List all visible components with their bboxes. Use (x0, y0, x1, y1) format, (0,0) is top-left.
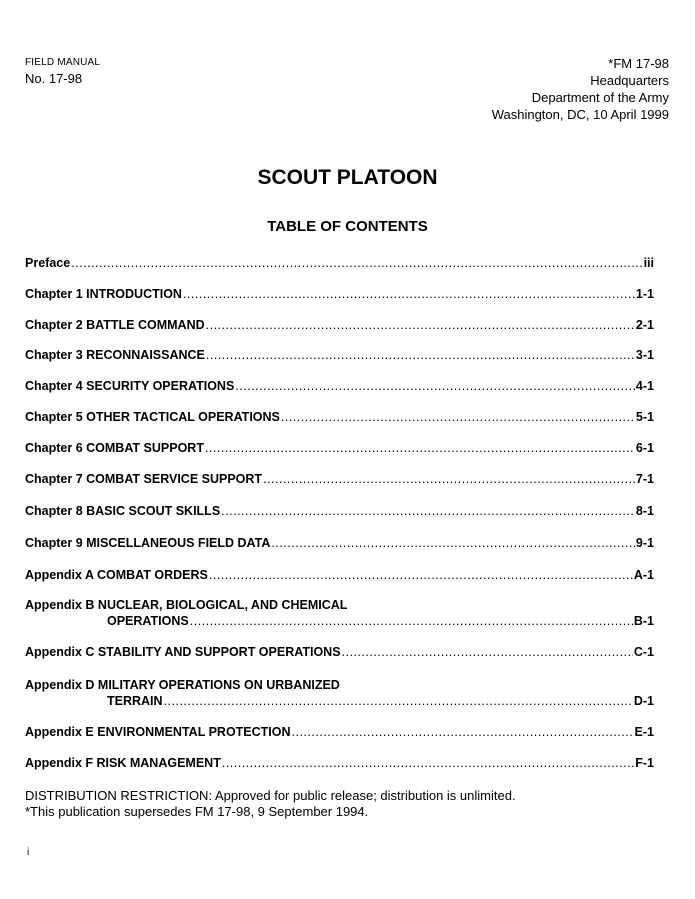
toc-entry-page: F-1 (635, 756, 654, 770)
toc-entry-page: C-1 (633, 645, 654, 659)
supersedes-note: *This publication supersedes FM 17-98, 9 September 1994. (25, 804, 369, 819)
toc-entry-appendix-f[interactable] (25, 756, 654, 770)
leader-dots (190, 614, 633, 628)
page-number: i (27, 847, 30, 858)
toc-entry-page: D-1 (633, 694, 654, 708)
toc-entry-label: Preface (25, 256, 71, 270)
toc-entry-label-continued: OPERATIONS (107, 614, 189, 628)
toc-entry-chapter-3[interactable] (25, 348, 654, 362)
leader-dots (209, 568, 633, 582)
toc-entry-page: 4-1 (635, 379, 654, 393)
toc-entry-page: E-1 (634, 725, 654, 739)
leader-dots (222, 756, 634, 770)
toc-entry-page: B-1 (633, 614, 654, 628)
field-manual-label: FIELD MANUAL (25, 57, 101, 68)
distribution-notice (25, 788, 516, 820)
toc-entry-chapter-4[interactable] (25, 379, 654, 393)
leader-dots (205, 441, 635, 455)
toc-entry-appendix-a[interactable] (25, 568, 654, 582)
toc-entry-label: Chapter 8 BASIC SCOUT SKILLS (25, 504, 221, 518)
toc-entry-label: Chapter 9 MISCELLANEOUS FIELD DATA (25, 536, 271, 550)
leader-dots (235, 379, 635, 393)
toc-entry-chapter-1[interactable] (25, 287, 654, 301)
toc-entry-label: Chapter 2 BATTLE COMMAND (25, 318, 205, 332)
header-right (492, 55, 669, 123)
document-title: SCOUT PLATOON (257, 166, 438, 189)
leader-dots (206, 348, 635, 362)
distribution-restriction: DISTRIBUTION RESTRICTION: Approved for public release; distribution is unlimited. (25, 788, 516, 803)
publication-id: *FM 17-98 (608, 56, 669, 71)
toc-entry-page: 9-1 (635, 536, 654, 550)
toc-entry-chapter-7[interactable] (25, 472, 654, 486)
toc-entry-label: Appendix F RISK MANAGEMENT (25, 756, 221, 770)
headquarters-label: Headquarters (590, 73, 669, 88)
leader-dots (263, 472, 635, 486)
leader-dots (164, 694, 633, 708)
toc-entry-page: 6-1 (635, 441, 654, 455)
toc-entry-chapter-9[interactable] (25, 536, 654, 550)
toc-entry-label: Appendix A COMBAT ORDERS (25, 568, 208, 582)
publication-date: Washington, DC, 10 April 1999 (491, 107, 669, 122)
toc-entry-preface[interactable] (25, 256, 654, 270)
toc-entry-label: Chapter 3 RECONNAISSANCE (25, 348, 205, 362)
toc-entry-label: Chapter 5 OTHER TACTICAL OPERATIONS (25, 410, 280, 424)
leader-dots (206, 318, 635, 332)
leader-dots (271, 536, 635, 550)
toc-entry-page: 8-1 (635, 504, 654, 518)
toc-entry-appendix-e[interactable] (25, 725, 654, 739)
toc-entry-continuation (107, 614, 654, 628)
toc-entry-label-continued: TERRAIN (107, 694, 163, 708)
toc-entry-label: Appendix B NUCLEAR, BIOLOGICAL, AND CHEMICAL (25, 598, 348, 612)
header-left (25, 57, 100, 86)
toc-entry-page: 2-1 (635, 318, 654, 332)
toc-entry-label: Chapter 1 INTRODUCTION (25, 287, 182, 301)
toc-entry-chapter-2[interactable] (25, 318, 654, 332)
manual-number: No. 17-98 (25, 71, 83, 86)
toc-entry-label: Appendix E ENVIRONMENTAL PROTECTION (25, 725, 291, 739)
toc-entry-page: 3-1 (635, 348, 654, 362)
toc-entry-page: A-1 (633, 568, 654, 582)
leader-dots (292, 725, 634, 739)
toc-entry-continuation (107, 694, 654, 708)
toc-entry-chapter-8[interactable] (25, 504, 654, 518)
toc-entry-page: iii (643, 256, 654, 270)
leader-dots (342, 645, 633, 659)
toc-entry-page: 1-1 (635, 287, 654, 301)
toc-entry-label: Appendix C STABILITY AND SUPPORT OPERATIONS (25, 645, 341, 659)
toc-entry-label: Chapter 6 COMBAT SUPPORT (25, 441, 204, 455)
toc-entry-label: Chapter 7 COMBAT SERVICE SUPPORT (25, 472, 263, 486)
toc-entry-label: Appendix D MILITARY OPERATIONS ON URBANIZED (25, 678, 340, 692)
toc-heading: TABLE OF CONTENTS (267, 218, 428, 235)
toc-entry-chapter-5[interactable] (25, 410, 654, 424)
department-label: Department of the Army (531, 90, 669, 105)
leader-dots (71, 256, 642, 270)
leader-dots (281, 410, 635, 424)
toc-entry-appendix-c[interactable] (25, 645, 654, 659)
toc-entry-page: 5-1 (635, 410, 654, 424)
toc-entry-label: Chapter 4 SECURITY OPERATIONS (25, 379, 235, 393)
leader-dots (183, 287, 635, 301)
toc-entry-chapter-6[interactable] (25, 441, 654, 455)
leader-dots (221, 504, 635, 518)
toc-entry-page: 7-1 (635, 472, 654, 486)
